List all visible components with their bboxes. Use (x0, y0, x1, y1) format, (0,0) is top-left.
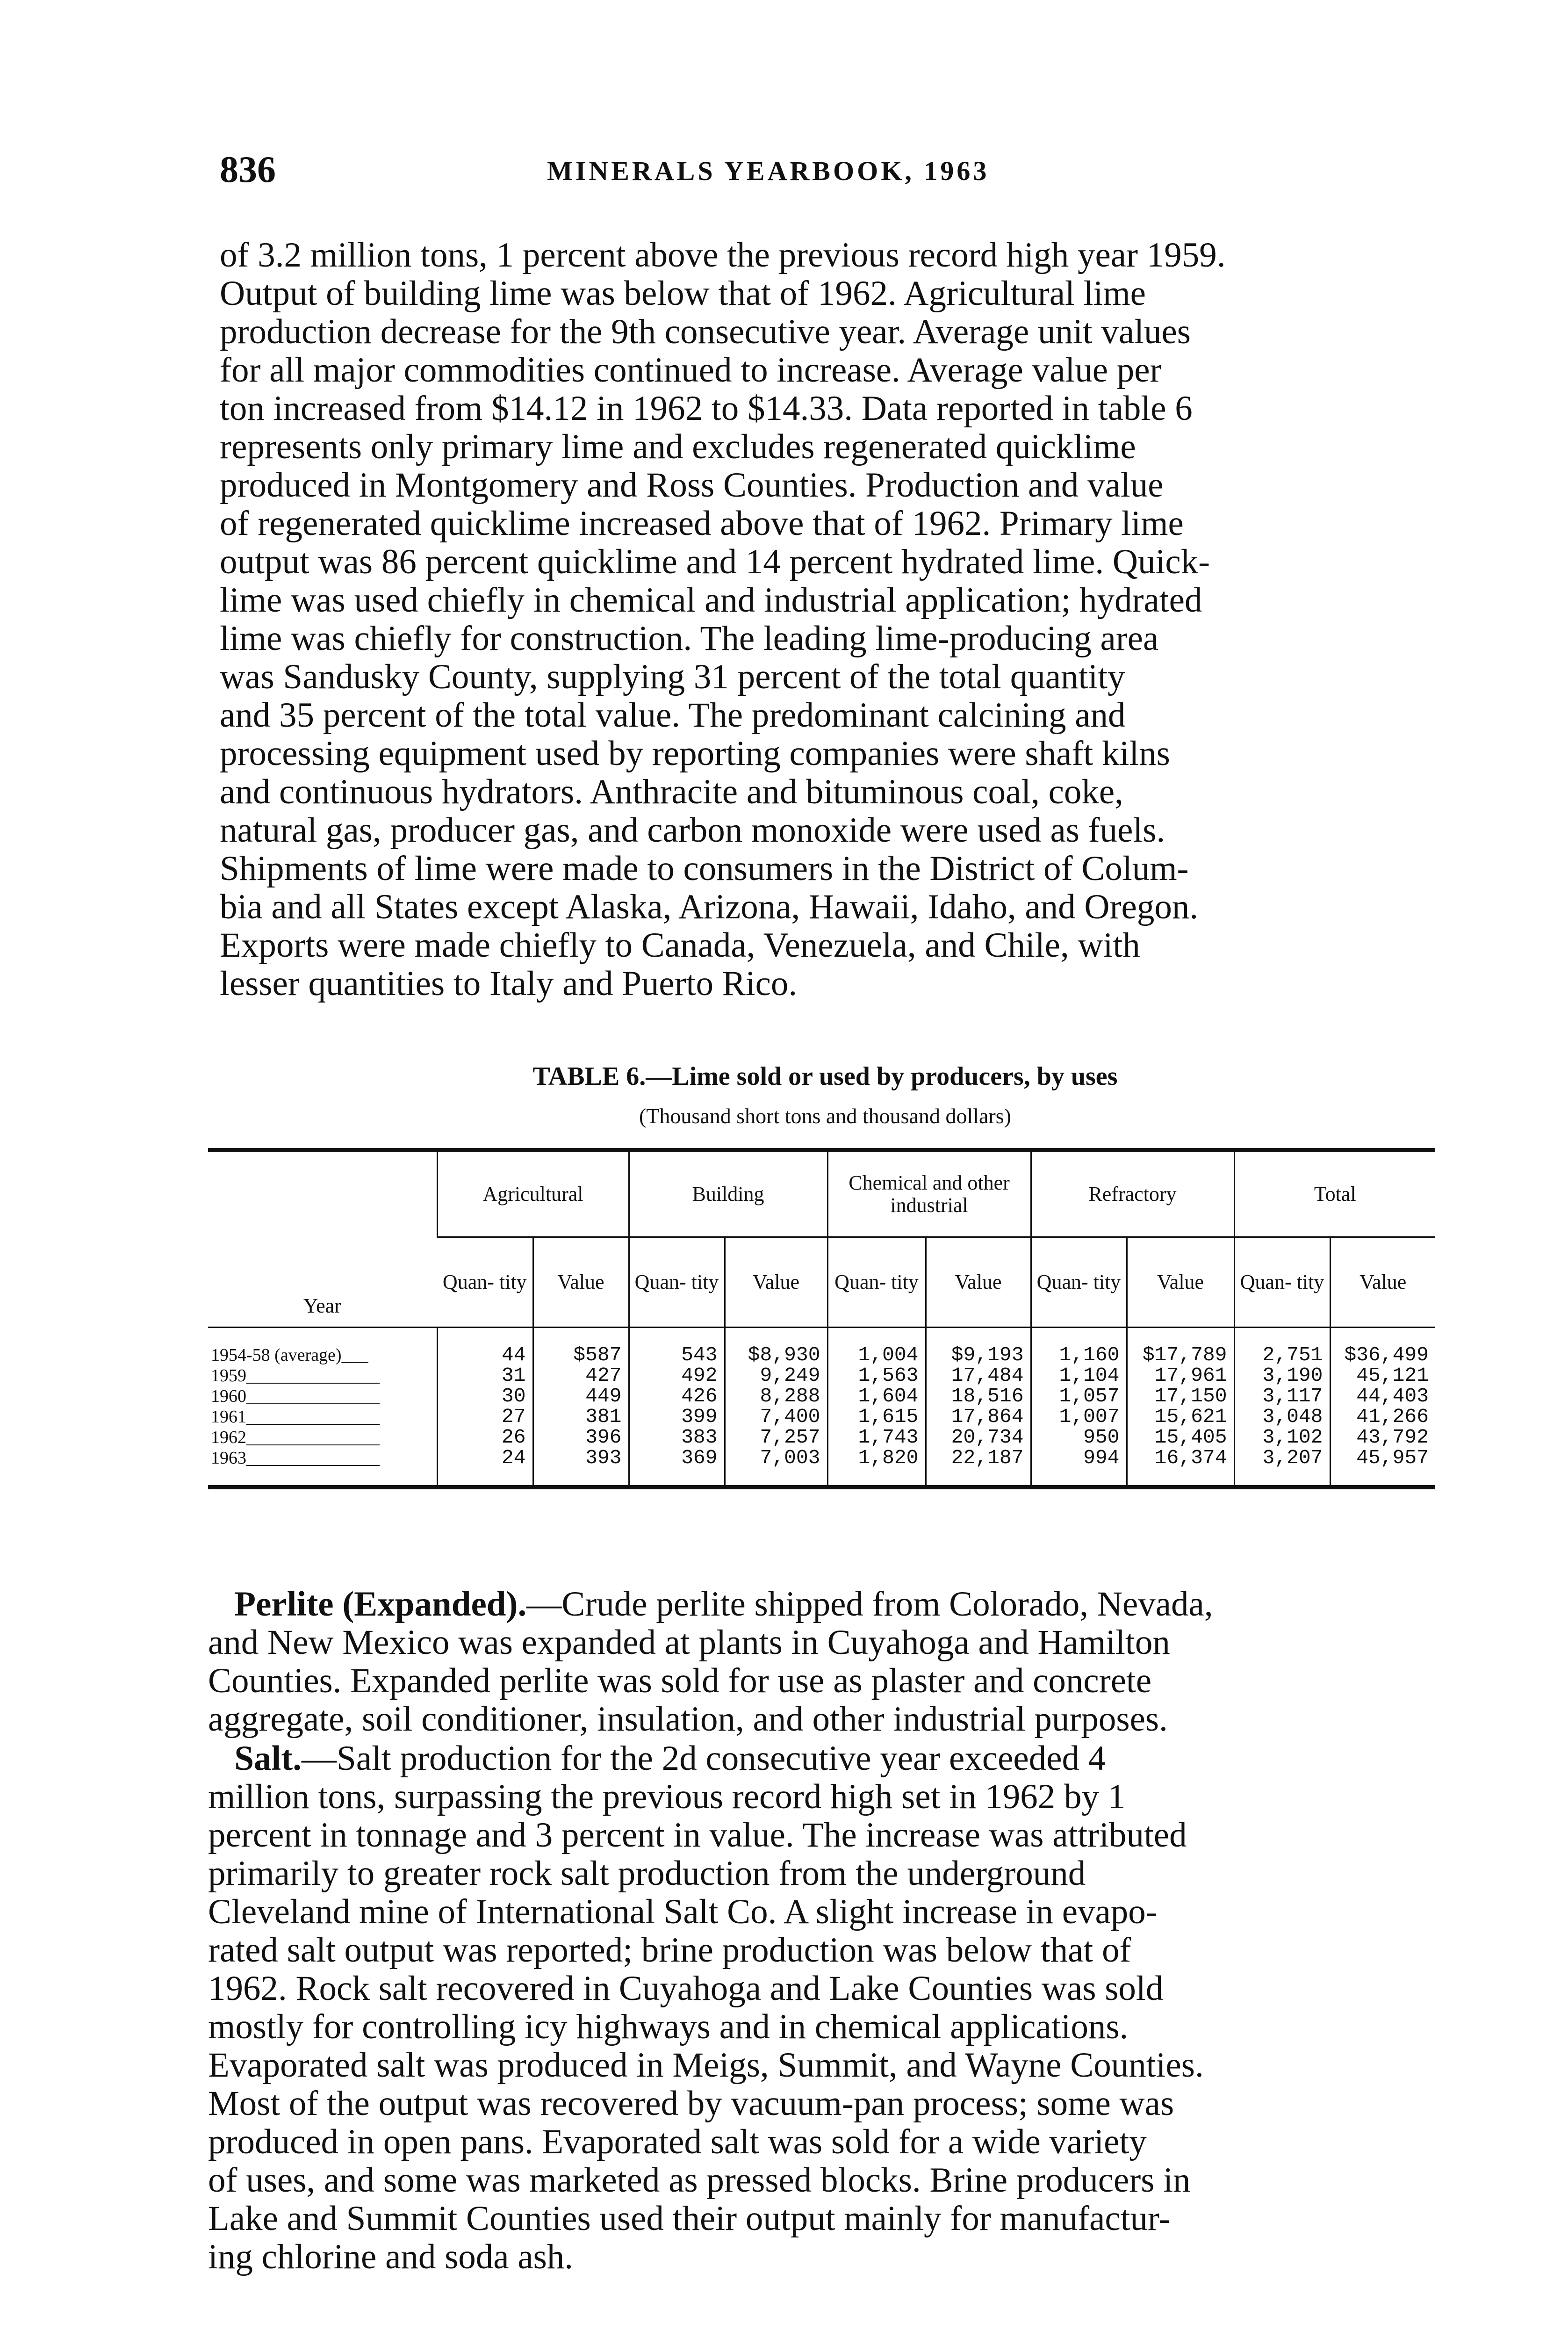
group-header-total: Total (1234, 1150, 1435, 1237)
quantity-header: Quan- tity (629, 1237, 725, 1328)
year-cell: 1960_______________ (211, 1386, 380, 1406)
group-header-chemical: Chemical and other industrial (827, 1150, 1031, 1237)
text-line: lesser quantities to Italy and Puerto Rico. (220, 964, 798, 1003)
quantity-cell: 369 (629, 1448, 725, 1487)
run-in-heading-salt: Salt. (234, 1739, 302, 1778)
text-line: output was 86 percent quicklime and 14 percent hydrated lime. Quick- (220, 542, 1210, 581)
quantity-cell: 3,102 (1234, 1427, 1330, 1448)
running-title: MINERALS YEARBOOK, 1963 (547, 156, 990, 186)
table-body (208, 1328, 1435, 1487)
value-cell: 7,400 (725, 1407, 827, 1427)
text-line: rated salt output was reported; brine production was below that of (208, 1931, 1131, 1970)
value-cell: 41,266 (1330, 1407, 1435, 1427)
text-line: ton increased from $14.12 in 1962 to $14.33. Data reported in table 6 (220, 389, 1193, 428)
table-title: TABLE 6.—Lime sold or used by producers, by uses (532, 1062, 1118, 1091)
quantity-header: Quan- tity (1031, 1237, 1127, 1328)
lime-uses-table (208, 1148, 1435, 1489)
text-line: lime was chiefly for construction. The leading lime-producing area (220, 619, 1159, 658)
text-line: and 35 percent of the total value. The predominant calcining and (220, 696, 1126, 735)
text-line: bia and all States except Alaska, Arizona, Hawaii, Idaho, and Oregon. (220, 888, 1199, 926)
quantity-cell: 1,057 (1031, 1386, 1127, 1407)
quantity-cell: 31 (437, 1365, 533, 1386)
value-cell: 15,405 (1127, 1427, 1234, 1448)
text-line: primarily to greater rock salt production from the underground (208, 1854, 1086, 1893)
quantity-cell: 27 (437, 1407, 533, 1427)
value-cell: 7,003 (725, 1448, 827, 1487)
quantity-cell: 1,820 (827, 1448, 926, 1487)
quantity-cell: 1,615 (827, 1407, 926, 1427)
text-line: and New Mexico was expanded at plants in Cuyahoga and Hamilton (208, 1623, 1170, 1662)
quantity-cell: 44 (437, 1328, 533, 1366)
text-line: of regenerated quicklime increased above that of 1962. Primary lime (220, 504, 1184, 543)
paragraph-lime (220, 236, 1431, 1003)
value-header: Value (533, 1237, 629, 1328)
table-row (208, 1386, 1435, 1407)
text-line: Output of building lime was below that of 1962. Agricultural lime (220, 274, 1146, 313)
value-cell: 381 (533, 1407, 629, 1427)
text-line: of 3.2 million tons, 1 percent above the previous record high year 1959. (220, 236, 1226, 274)
group-header-agricultural: Agricultural (437, 1150, 629, 1237)
quantity-cell: 26 (437, 1427, 533, 1448)
quantity-cell: 24 (437, 1448, 533, 1487)
value-header: Value (1127, 1237, 1234, 1328)
value-header: Value (1330, 1237, 1435, 1328)
value-cell: 17,961 (1127, 1365, 1234, 1386)
value-cell: $17,789 (1127, 1328, 1234, 1366)
quantity-cell: 399 (629, 1407, 725, 1427)
text-line: for all major commodities continued to increase. Average value per (220, 351, 1162, 390)
text-line: and continuous hydrators. Anthracite and bituminous coal, coke, (220, 772, 1123, 811)
value-cell: 449 (533, 1386, 629, 1407)
value-cell: 393 (533, 1448, 629, 1487)
table-row (208, 1365, 1435, 1386)
value-cell: 22,187 (926, 1448, 1031, 1487)
quantity-cell: 30 (437, 1386, 533, 1407)
year-column-header: Year (208, 1150, 437, 1328)
text-line: ing chlorine and soda ash. (208, 2237, 574, 2276)
text-line: was Sandusky County, supplying 31 percent of the total quantity (220, 657, 1125, 696)
quantity-cell: 3,190 (1234, 1365, 1330, 1386)
quantity-header: Quan- tity (437, 1237, 533, 1328)
quantity-cell: 1,007 (1031, 1407, 1127, 1427)
quantity-cell: 3,207 (1234, 1448, 1330, 1487)
year-cell: 1961_______________ (211, 1407, 380, 1427)
quantity-cell: 1,604 (827, 1386, 926, 1407)
text-line: Lake and Summit Counties used their output mainly for manufactur- (208, 2199, 1171, 2238)
text-line: lime was used chiefly in chemical and industrial application; hydrated (220, 581, 1202, 620)
text-line: million tons, surpassing the previous record high set in 1962 by 1 (208, 1777, 1126, 1816)
text-line: produced in open pans. Evaporated salt was sold for a wide variety (208, 2122, 1147, 2161)
text-line: Counties. Expanded perlite was sold for use as plaster and concrete (208, 1661, 1152, 1700)
paragraph-perlite (208, 1585, 1428, 1739)
quantity-cell: 950 (1031, 1427, 1127, 1448)
quantity-cell: 3,048 (1234, 1407, 1330, 1427)
year-cell: 1954-58 (average)___ (211, 1345, 368, 1365)
value-cell: $8,930 (725, 1328, 827, 1366)
table-subtitle: (Thousand short tons and thousand dollars) (639, 1104, 1011, 1128)
text-line: of uses, and some was marketed as pressed blocks. Brine producers in (208, 2161, 1191, 2200)
text-line: Evaporated salt was produced in Meigs, Summit, and Wayne Counties. (208, 2046, 1204, 2085)
value-cell: 396 (533, 1427, 629, 1448)
text-line: Cleveland mine of International Salt Co. A slight increase in evapo- (208, 1892, 1158, 1931)
value-cell: 45,957 (1330, 1448, 1435, 1487)
quantity-header: Quan- tity (827, 1237, 926, 1328)
quantity-header: Quan- tity (1234, 1237, 1330, 1328)
value-cell: 427 (533, 1365, 629, 1386)
quantity-cell: 1,563 (827, 1365, 926, 1386)
text-line (208, 1585, 1428, 1624)
text-line: aggregate, soil conditioner, insulation, and other industrial purposes. (208, 1700, 1168, 1739)
lime-table-container (208, 1148, 1435, 1489)
group-header-refractory: Refractory (1031, 1150, 1234, 1237)
quantity-cell: 994 (1031, 1448, 1127, 1487)
value-header: Value (926, 1237, 1031, 1328)
value-cell: 16,374 (1127, 1448, 1234, 1487)
quantity-cell: 383 (629, 1427, 725, 1448)
text-run: —Salt production for the 2d consecutive year exceeded 4 (302, 1739, 1106, 1778)
paragraph-salt (208, 1739, 1428, 2276)
value-cell: 20,734 (926, 1427, 1031, 1448)
text-line: processing equipment used by reporting companies were shaft kilns (220, 734, 1170, 773)
text-line: percent in tonnage and 3 percent in value. The increase was attributed (208, 1816, 1187, 1855)
table-row (208, 1427, 1435, 1448)
value-cell: 17,484 (926, 1365, 1031, 1386)
value-cell: 45,121 (1330, 1365, 1435, 1386)
text-line: natural gas, producer gas, and carbon monoxide were used as fuels. (220, 811, 1165, 850)
year-cell: 1959_______________ (211, 1366, 380, 1385)
text-line: mostly for controlling icy highways and in chemical applications. (208, 2007, 1129, 2046)
value-cell: 18,516 (926, 1386, 1031, 1407)
value-cell: 44,403 (1330, 1386, 1435, 1407)
text-line (208, 1739, 1428, 1778)
year-cell: 1962_______________ (211, 1428, 380, 1447)
quantity-cell: 492 (629, 1365, 725, 1386)
quantity-cell: 1,104 (1031, 1365, 1127, 1386)
text-line: Exports were made chiefly to Canada, Venezuela, and Chile, with (220, 926, 1140, 965)
value-cell: 9,249 (725, 1365, 827, 1386)
text-run: —Crude perlite shipped from Colorado, Nevada, (526, 1585, 1213, 1624)
group-header-building: Building (629, 1150, 827, 1237)
value-header: Value (725, 1237, 827, 1328)
quantity-cell: 1,743 (827, 1427, 926, 1448)
value-cell: 43,792 (1330, 1427, 1435, 1448)
text-line: Most of the output was recovered by vacuum-pan process; some was (208, 2084, 1174, 2123)
table-row (208, 1448, 1435, 1487)
value-cell: 15,621 (1127, 1407, 1234, 1427)
page-number: 836 (220, 149, 276, 190)
quantity-cell: 2,751 (1234, 1328, 1330, 1366)
year-cell: 1963_______________ (211, 1448, 380, 1468)
value-cell: 7,257 (725, 1427, 827, 1448)
value-cell: $9,193 (926, 1328, 1031, 1366)
quantity-cell: 3,117 (1234, 1386, 1330, 1407)
quantity-cell: 426 (629, 1386, 725, 1407)
value-cell: 17,150 (1127, 1386, 1234, 1407)
text-line: 1962. Rock salt recovered in Cuyahoga and Lake Counties was sold (208, 1969, 1164, 2008)
text-line: produced in Montgomery and Ross Counties. Production and value (220, 466, 1164, 505)
text-line: represents only primary lime and excludes regenerated quicklime (220, 427, 1136, 466)
table-row (208, 1328, 1435, 1366)
quantity-cell: 1,160 (1031, 1328, 1127, 1366)
value-cell: 8,288 (725, 1386, 827, 1407)
value-cell: $36,499 (1330, 1328, 1435, 1366)
quantity-cell: 1,004 (827, 1328, 926, 1366)
text-line: Shipments of lime were made to consumers in the District of Colum- (220, 849, 1189, 888)
table-row (208, 1407, 1435, 1427)
page-header (220, 149, 1435, 191)
value-cell: $587 (533, 1328, 629, 1366)
run-in-heading-perlite: Perlite (Expanded). (234, 1585, 527, 1624)
quantity-cell: 543 (629, 1328, 725, 1366)
text-line: production decrease for the 9th consecutive year. Average unit values (220, 312, 1191, 351)
value-cell: 17,864 (926, 1407, 1031, 1427)
